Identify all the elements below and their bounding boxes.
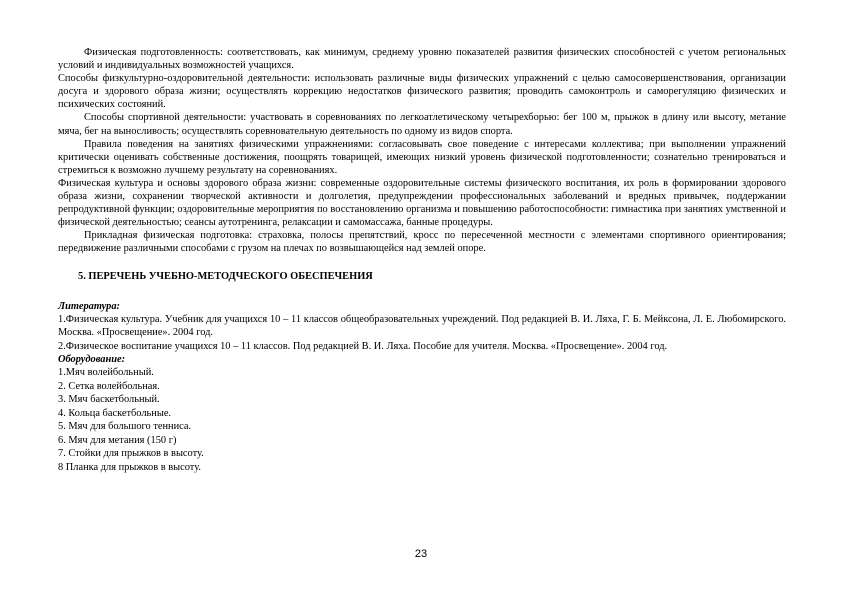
paragraph-physical-fitness: Физическая подготовленность: соответствовать, как минимум, среднему уровню показателей развития физических способностей с учетом региональных условий и индивидуальных возможностей учащихся. [58, 47, 786, 72]
equipment-item: 5. Мяч для большого тенниса. [58, 421, 192, 432]
equipment-item: 3. Мяч баскетбольный. [58, 394, 160, 405]
section-heading: 5. ПЕРЕЧЕНЬ УЧЕБНО-МЕТОДЧЕСКОГО ОБЕСПЕЧЕНИЯ [78, 270, 373, 282]
literature-item: 1.Физическая культура. Учебник для учащихся 10 – 11 классов общеобразовательных учреждений. Под редакцией В. И. Ляха, Г. Б. Мейксона, Л. Е. Любомирского. Москва. «Просвещение». 2004 год. [58, 313, 786, 338]
equipment-item: 7. Стойки для прыжков в высоту. [58, 448, 204, 459]
equipment-item: 4. Кольца баскетбольные. [58, 407, 172, 419]
literature-list [58, 313, 786, 354]
paragraph-healthy-lifestyle: Физическая культура и основы здорового образа жизни: современные оздоровительные системы физического воспитания, их роль в формировании здорового образа жизни, сохранении творческой активности и долголетия, предупреждении профессиональных заболеваний и вредных привычек, поддержании репродуктивной функции; оздоровительные мероприятия по восстановлению организма и повышению работоспособности: гимнастика при занятиях умственной и физической деятельностью; сеансы аутотренинга, релаксации и самомассажа, банные процедуры. [58, 177, 786, 229]
equipment-item: 1.Мяч волейбольный. [58, 367, 154, 378]
paragraph-sports-activity: Способы спортивной деятельности: участвовать в соревнованиях по легкоатлетическому четырехборью: бег 100 м, прыжок в длину или высоту, метание мяча, бег на выносливость; осуществлять соревновательную деятельность по одному из видов спорта. [58, 112, 786, 137]
equipment-list [58, 366, 786, 474]
document-page [58, 46, 786, 474]
equipment-item: 6. Мяч для метания (150 г) [58, 434, 177, 446]
equipment-item: 2. Сетка волейбольная. [58, 380, 160, 392]
literature-item: 2.Физическое воспитание учащихся 10 – 11 классов. Под редакцией В. И. Ляха. Пособие для учителя. Москва. «Просвещение». 2004 год. [58, 340, 668, 352]
equipment-item: 8 Планка для прыжков в высоту. [58, 461, 201, 473]
requirements-section [58, 46, 786, 256]
page-number: 23 [414, 548, 428, 560]
paragraph-behavior-rules: Правила поведения на занятиях физическими упражнениями: согласовывать свое поведение с интересами коллектива; при выполнении упражнений критически оценивать собственные достижения, поощрять товарищей, имеющих низкий уровень физической подготовленности; сознательно тренироваться и стремиться к возможно лучшему результату на соревнованиях. [58, 138, 786, 176]
literature-heading: Литература: [58, 300, 121, 312]
paragraph-applied-training: Прикладная физическая подготовка: страховка, полосы препятствий, кросс по пересеченной местности с элементами спортивного ориентирования; передвижение различными способами с грузом на плечах по возвышающейся над землей опоре. [58, 230, 786, 255]
equipment-heading: Оборудование: [58, 354, 126, 365]
paragraph-health-activity: Способы физкультурно-оздоровительной деятельности: использовать различные виды физических упражнений с целью самосовершенствования, организации досуга и здорового образа жизни; осуществлять коррекцию недостатков физического развития; проводить самоконтроль и саморегуляцию физических и психических состояний. [58, 73, 786, 111]
